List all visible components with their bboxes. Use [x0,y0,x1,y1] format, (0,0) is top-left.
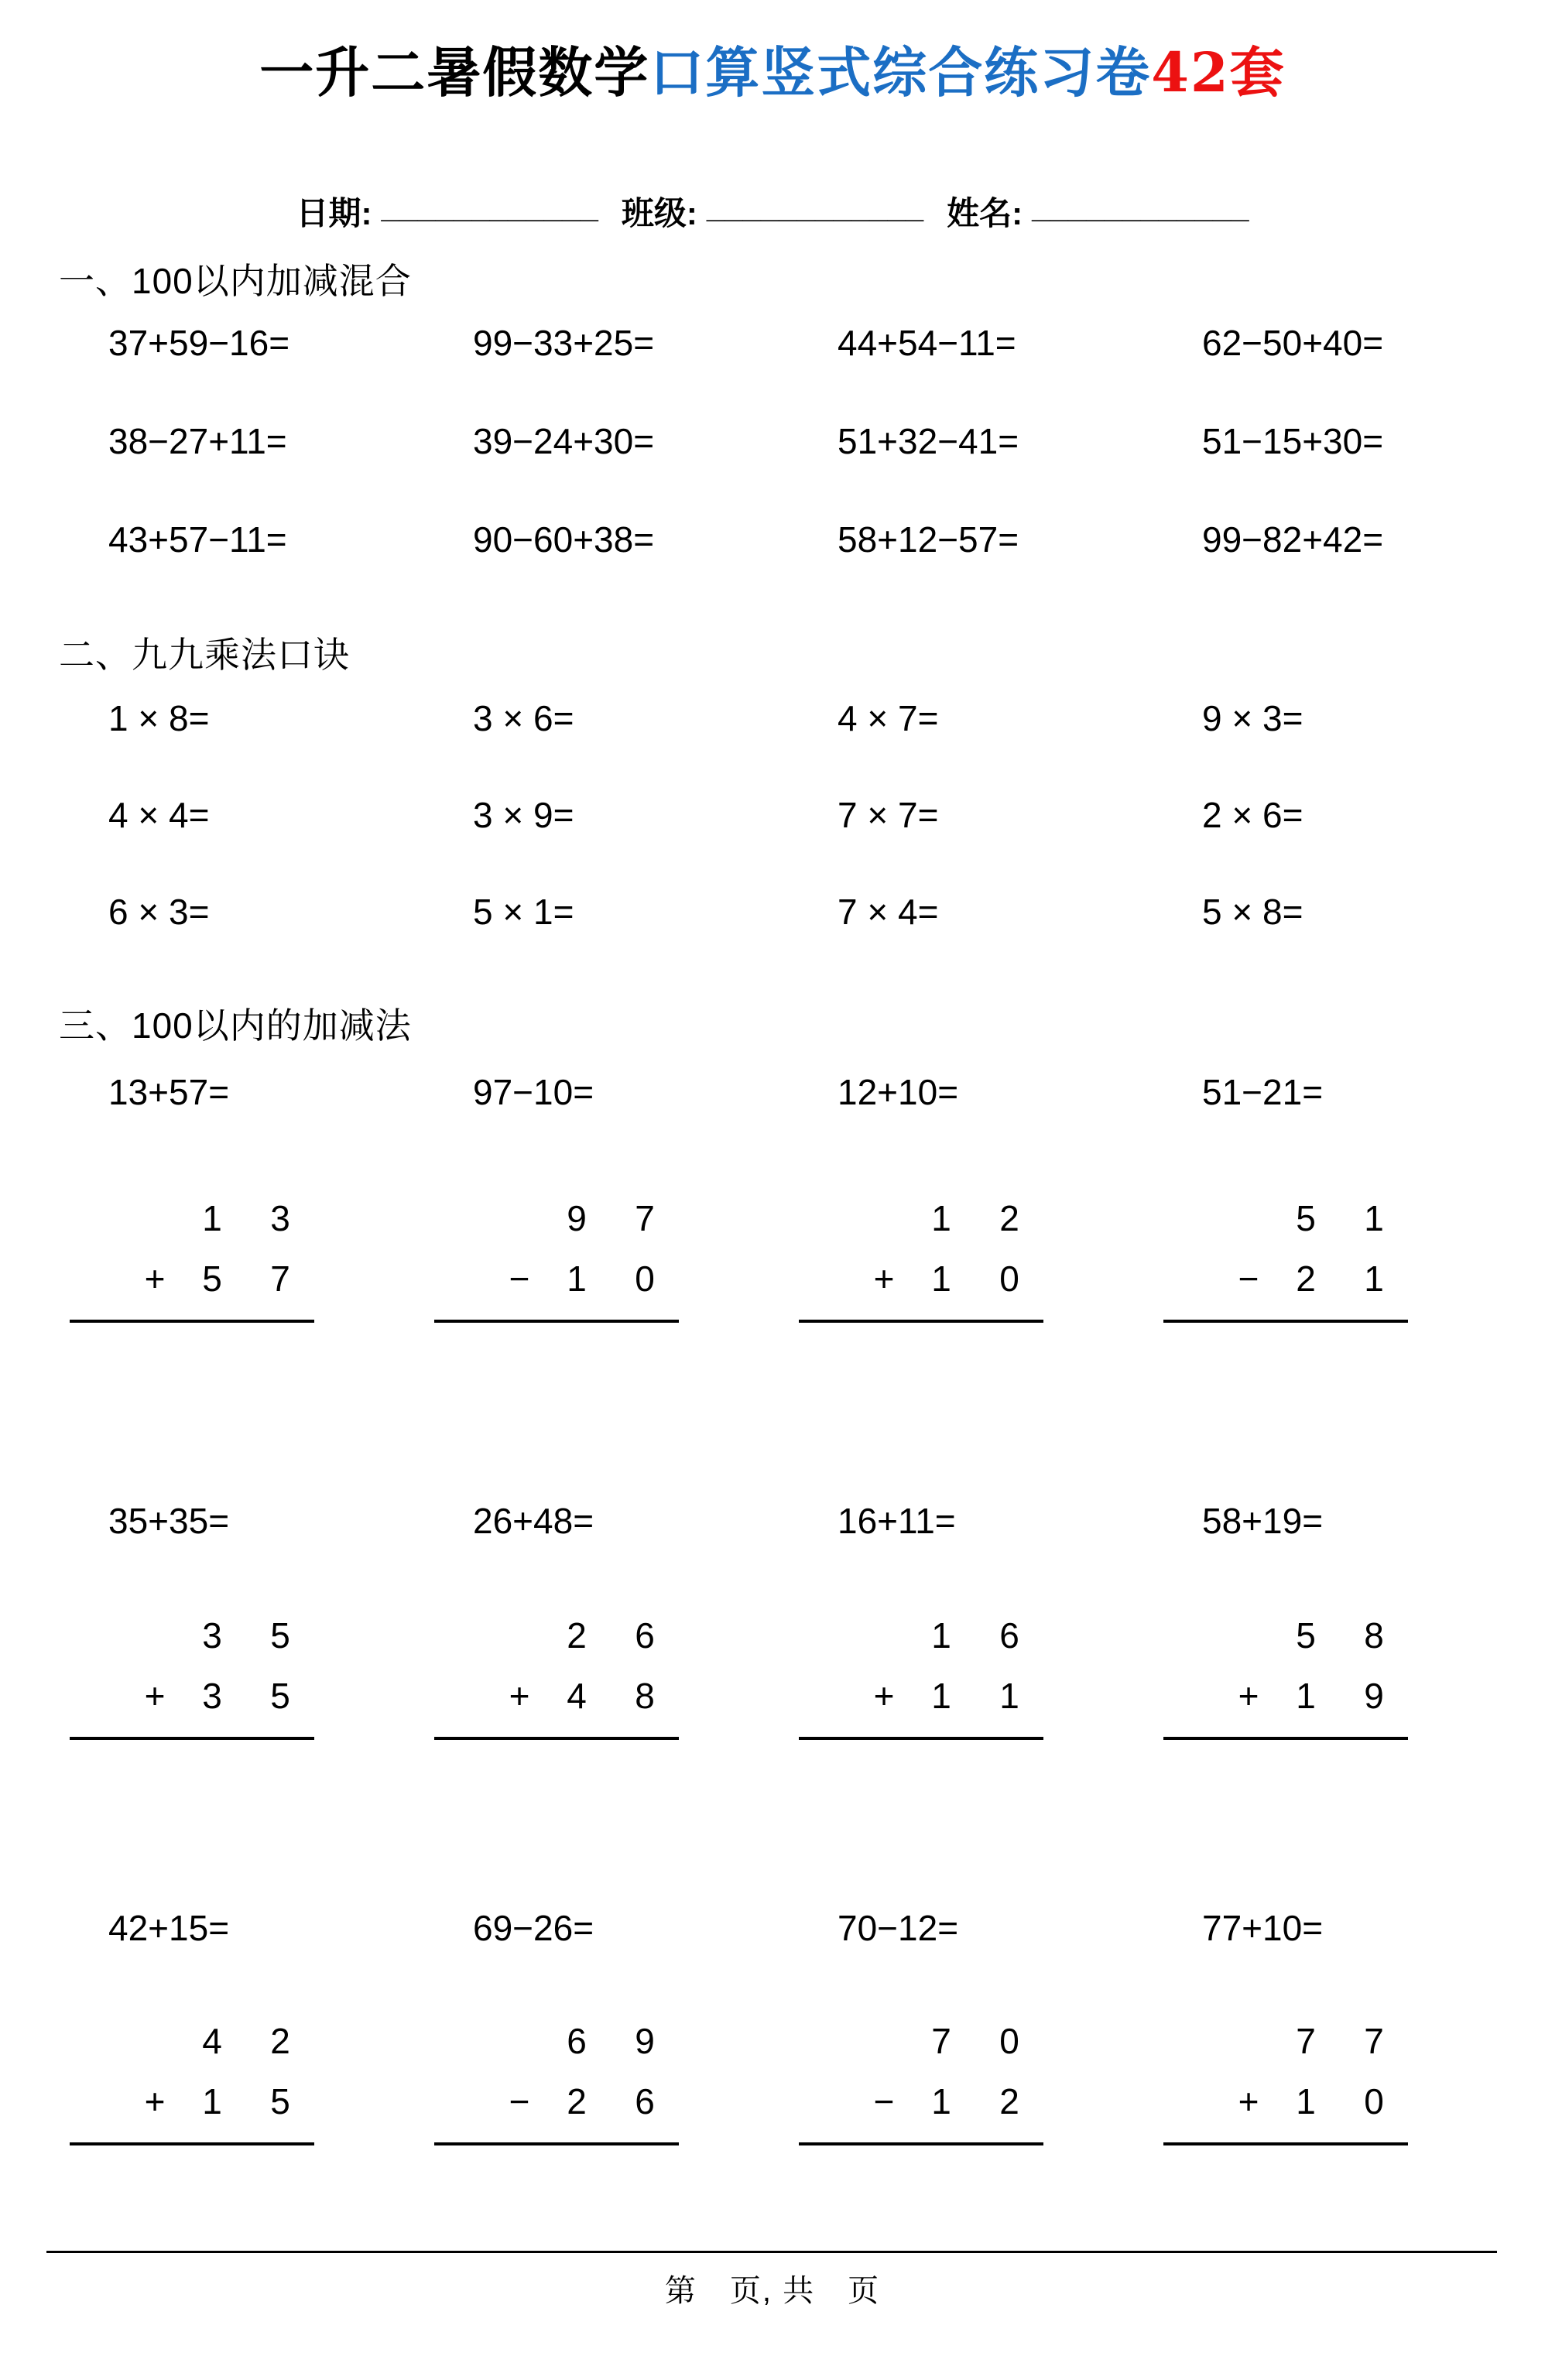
section3-group2-horizontal [108,1499,1545,1543]
digit: 1 [931,1615,951,1656]
title-part-black: 一升二暑假数学 [259,40,650,104]
section2-heading: 二、九九乘法口诀 [59,635,350,675]
problem: 62−50+40= [1202,323,1384,363]
vform-bottom-row [496,1248,679,1309]
vertical-problem [799,1188,1043,1323]
title-part-red: 42套 [1151,40,1286,104]
name-field [947,188,1249,235]
digit: 7 [931,2021,951,2061]
class-label: 班级: [621,195,697,231]
problem: 7 × 4= [838,892,939,932]
problem: 51−21= [1202,1072,1324,1112]
vform-bottom-row [496,2071,679,2132]
operator: + [1238,2081,1259,2121]
digit: 6 [567,2021,587,2061]
section3-group3-vertical-forms [70,2011,1545,2145]
problem: 37+59−16= [108,323,290,363]
page-title [0,29,1545,108]
vertical-problem [1163,1605,1408,1740]
vform-top-row [861,2011,1043,2071]
digit: 2 [270,2021,290,2061]
problem: 44+54−11= [838,323,1016,363]
problem: 9 × 3= [1202,698,1303,738]
section3-group2-vertical-forms [70,1605,1545,1740]
section2-row3 [108,890,1545,934]
problem: 4 × 7= [838,698,939,738]
date-field [296,188,598,235]
problem: 5 × 8= [1202,892,1303,932]
header-info-line [0,188,1545,235]
problem: 58+19= [1202,1501,1324,1541]
digit: 7 [1364,2021,1384,2061]
problem: 26+48= [473,1501,594,1541]
digit: 1 [931,1676,951,1716]
footer-divider [46,2251,1497,2253]
digit: 2 [567,2081,587,2121]
problem: 51−15+30= [1202,421,1384,461]
digit: 5 [202,1258,222,1299]
problem: 4 × 4= [108,795,210,835]
digit: 0 [1364,2081,1384,2121]
digit: 0 [999,1258,1019,1299]
digit: 1 [202,2081,222,2121]
problem: 35+35= [108,1501,230,1541]
digit: 3 [202,1676,222,1716]
problem: 42+15= [108,1908,230,1948]
digit: 7 [270,1258,290,1299]
vform-bottom-row [861,1666,1043,1726]
digit: 5 [270,2081,290,2121]
digit: 8 [1364,1615,1384,1656]
digit: 8 [635,1676,655,1716]
vertical-problem [799,1605,1043,1740]
digit: 1 [931,1258,951,1299]
digit: 6 [635,1615,655,1656]
operator: + [144,2081,166,2121]
digit: 6 [635,2081,655,2121]
problem: 5 × 1= [473,892,574,932]
digit: 5 [1296,1198,1316,1238]
vform-bottom-row [1225,1666,1408,1726]
vform-top-row [132,1605,314,1666]
digit: 9 [1364,1676,1384,1716]
digit: 1 [1364,1258,1384,1299]
digit: 5 [1296,1615,1316,1656]
vform-top-row [1225,1188,1408,1248]
date-blank: ____________ [381,188,598,224]
section3-group1-horizontal [108,1070,1545,1115]
vform-top-row [132,1188,314,1248]
section1-row3 [108,518,1545,562]
section3-group3-horizontal [108,1906,1545,1950]
operator: + [144,1676,166,1716]
vform-bottom-row [1225,1248,1408,1309]
section3-heading: 三、100以内的加减法 [59,1005,412,1046]
digit: 1 [1364,1198,1384,1238]
operator: − [509,2081,530,2121]
vform-bottom-row [132,1666,314,1726]
vform-top-row [496,1605,679,1666]
section2-row2 [108,793,1545,837]
vform-bottom-row [1225,2071,1408,2132]
digit: 1 [931,2081,951,2121]
problem: 39−24+30= [473,421,655,461]
digit: 1 [931,1198,951,1238]
vform-bottom-row [132,2071,314,2132]
vform-top-row [496,2011,679,2071]
problem: 58+12−57= [838,519,1019,560]
section3-group1-vertical-forms [70,1188,1545,1323]
problem: 70−12= [838,1908,959,1948]
problem: 3 × 6= [473,698,574,738]
digit: 1 [1296,2081,1316,2121]
operator: + [873,1258,895,1299]
vertical-problem [70,1188,314,1323]
digit: 1 [1296,1676,1316,1716]
problem: 43+57−11= [108,519,287,560]
problem: 12+10= [838,1072,959,1112]
date-label: 日期: [296,195,372,231]
section1-row2 [108,419,1545,464]
name-blank: ____________ [1032,188,1249,224]
operator: + [509,1676,530,1716]
vform-top-row [1225,1605,1408,1666]
digit: 5 [270,1676,290,1716]
problem: 51+32−41= [838,421,1019,461]
vertical-problem [1163,1188,1408,1323]
problem: 90−60+38= [473,519,655,560]
digit: 9 [635,2021,655,2061]
problem: 38−27+11= [108,421,287,461]
problem: 99−82+42= [1202,519,1384,560]
operator: − [509,1258,530,1299]
name-label: 姓名: [947,195,1023,231]
digit: 4 [202,2021,222,2061]
vform-bottom-row [861,2071,1043,2132]
digit: 0 [999,2021,1019,2061]
vform-bottom-row [496,1666,679,1726]
digit: 9 [567,1198,587,1238]
vertical-problem [70,1605,314,1740]
problem: 16+11= [838,1501,956,1541]
digit: 5 [270,1615,290,1656]
vertical-problem [434,1605,679,1740]
digit: 0 [635,1258,655,1299]
digit: 1 [202,1198,222,1238]
digit: 3 [202,1615,222,1656]
section1-row1 [108,321,1545,365]
problem: 1 × 8= [108,698,210,738]
problem: 97−10= [473,1072,594,1112]
vform-top-row [132,2011,314,2071]
problem: 3 × 9= [473,795,574,835]
problem: 7 × 7= [838,795,939,835]
problem: 13+57= [108,1072,230,1112]
vform-top-row [861,1605,1043,1666]
problem: 99−33+25= [473,323,655,363]
operator: + [144,1258,166,1299]
vertical-problem [434,2011,679,2145]
vform-top-row [496,1188,679,1248]
footer-page-label: 第 页, 共 页 [664,2274,881,2308]
vform-bottom-row [861,1248,1043,1309]
class-field [622,188,923,235]
digit: 2 [567,1615,587,1656]
operator: − [873,2081,895,2121]
problem: 77+10= [1202,1908,1324,1948]
digit: 1 [567,1258,587,1299]
digit: 7 [635,1198,655,1238]
problem: 6 × 3= [108,892,210,932]
section2-row1 [108,697,1545,741]
digit: 7 [1296,2021,1316,2061]
class-blank: ____________ [706,188,924,224]
problem: 2 × 6= [1202,795,1303,835]
digit: 1 [999,1676,1019,1716]
operator: + [873,1676,895,1716]
vertical-problem [70,2011,314,2145]
title-part-blue: 口算竖式综合练习卷 [649,40,1152,104]
digit: 2 [999,2081,1019,2121]
digit: 6 [999,1615,1019,1656]
digit: 3 [270,1198,290,1238]
vertical-problem [1163,2011,1408,2145]
operator: − [1238,1258,1259,1299]
vform-bottom-row [132,1248,314,1309]
digit: 4 [567,1676,587,1716]
problem: 69−26= [473,1908,594,1948]
vform-top-row [861,1188,1043,1248]
vertical-problem [799,2011,1043,2145]
digit: 2 [999,1198,1019,1238]
digit: 2 [1296,1258,1316,1299]
section1-heading: 一、100以内加减混合 [59,261,412,301]
vform-top-row [1225,2011,1408,2071]
vertical-problem [434,1188,679,1323]
operator: + [1238,1676,1259,1716]
